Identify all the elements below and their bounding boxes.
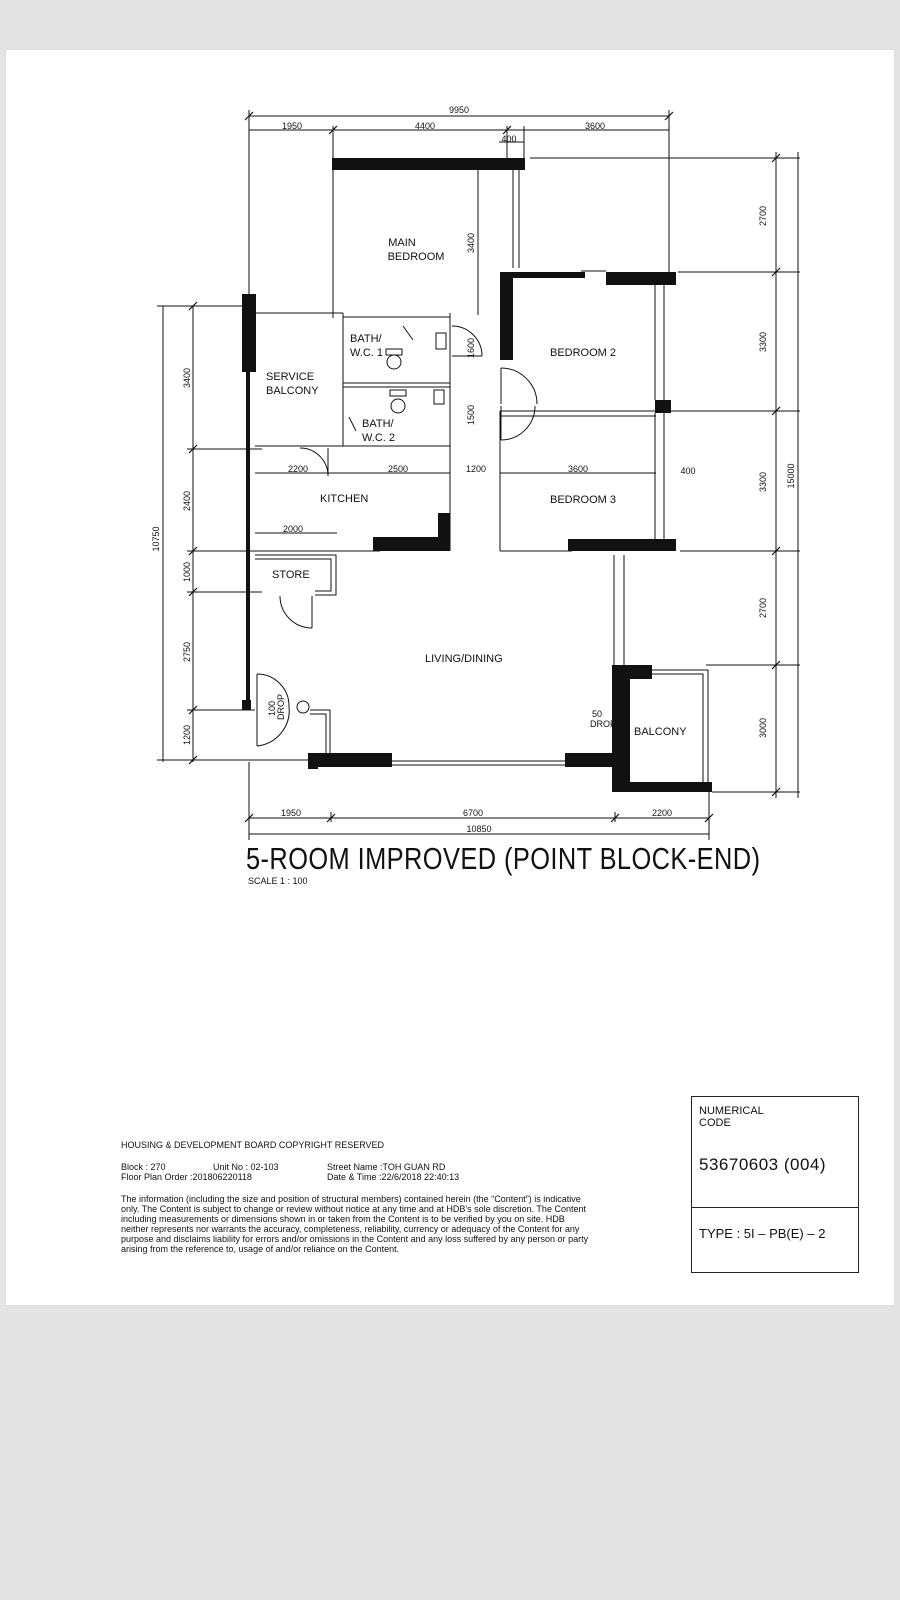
- dim-corridor: 1200: [465, 464, 487, 474]
- plan-scale: SCALE 1 : 100: [248, 876, 308, 886]
- room-bath1-label-2: W.C. 1: [350, 347, 384, 359]
- dim-main-bed-depth: 3400: [466, 232, 476, 254]
- numerical-code-label: NUMERICAL CODE: [699, 1105, 764, 1129]
- dim-top-3: 3600: [584, 121, 606, 131]
- dim-left-1: 3400: [182, 367, 192, 389]
- dim-kitchen-b: 2500: [387, 464, 409, 474]
- dim-bottom-1: 1950: [280, 808, 302, 818]
- drop-left-label-2: DROP: [276, 693, 286, 720]
- numerical-code-box: [691, 1096, 859, 1273]
- room-bedroom3-label: BEDROOM 3: [550, 494, 617, 506]
- info-row-2: [121, 1172, 591, 1182]
- room-service-balcony-label-1: SERVICE: [266, 371, 315, 383]
- plan-title: 5-ROOM IMPROVED (POINT BLOCK-END): [246, 841, 761, 876]
- dim-right-3: 3300: [758, 471, 768, 493]
- room-main-bedroom-label-2: BEDROOM: [387, 251, 445, 263]
- street-name: Street Name :TOH GUAN RD: [327, 1162, 446, 1172]
- room-bath2-label-1: BATH/: [362, 418, 394, 430]
- disclaimer-text: The information (including the size and position of structural members) contained herein (the “Content”) is indicative only. The Content is subject to change or review without notice at any time and at HDB's sole discretion. The Content including measurements or dimensions shown in or taken from the Content is to be verified by you on site. HDB neither represents nor warrants the accuracy, completeness, reliability, currency or adequacy of the Content for any purpose and disclaims liability for errors and/or omissions in the Content and any loss suffered by any person or party arising from the reference to, usage of and/or reliance on the Content.: [121, 1194, 589, 1254]
- dim-right-2: 3300: [758, 331, 768, 353]
- room-main-bedroom-label-1: MAIN: [388, 237, 416, 249]
- dim-right-4: 2700: [758, 597, 768, 619]
- room-kitchen-label: KITCHEN: [320, 493, 369, 505]
- dim-left-5: 1200: [182, 724, 192, 746]
- room-living-dining-label: LIVING/DINING: [425, 653, 503, 665]
- dim-right-1: 2700: [758, 205, 768, 227]
- unit-number: Unit No : 02-103: [213, 1162, 279, 1172]
- dim-bottom-total: 10850: [466, 824, 492, 834]
- dim-bath2-height: 1500: [466, 404, 476, 426]
- dim-bottom-3: 2200: [651, 808, 673, 818]
- copyright-line: HOUSING & DEVELOPMENT BOARD COPYRIGHT RESERVED: [121, 1140, 385, 1150]
- room-bath1-label-1: BATH/: [350, 333, 382, 345]
- dim-bedroom3-side: 400: [680, 466, 696, 476]
- footer-info: [121, 1140, 591, 1254]
- dim-top-1: 1950: [281, 121, 303, 131]
- drop-right-label-1: 50: [592, 709, 603, 719]
- room-store-label: STORE: [272, 569, 310, 581]
- room-service-balcony-label-2: BALCONY: [266, 385, 319, 397]
- block-number: Block : 270: [121, 1162, 166, 1172]
- dim-kitchen-a: 2200: [287, 464, 309, 474]
- dim-bath1-height: 1600: [466, 337, 476, 359]
- room-bath2-label-2: W.C. 2: [362, 432, 396, 444]
- dim-left-3: 1000: [182, 561, 192, 583]
- dim-bedroom3-width: 3600: [567, 464, 589, 474]
- dim-top-total: 9950: [448, 105, 470, 115]
- dim-left-4: 2750: [182, 641, 192, 663]
- info-row-1: [121, 1162, 591, 1172]
- dim-right-5: 3000: [758, 717, 768, 739]
- dim-right-total: 15000: [786, 463, 796, 489]
- floor-plan-order: Floor Plan Order :201806220118: [121, 1172, 252, 1182]
- numerical-code-value: 53670603 (004): [699, 1155, 827, 1174]
- dim-top-2: 4400: [414, 121, 436, 131]
- type-code: TYPE : 5I – PB(E) – 2: [699, 1226, 826, 1241]
- room-balcony-label: BALCONY: [634, 726, 687, 738]
- dim-top-4: 400: [501, 134, 517, 144]
- drop-left-label-1: 100: [267, 700, 277, 716]
- room-bedroom2-label: BEDROOM 2: [550, 347, 617, 359]
- drop-right-label-2: DROP: [590, 719, 617, 729]
- code-box-divider: [692, 1207, 858, 1208]
- dim-left-total: 10750: [151, 526, 161, 552]
- dim-bottom-2: 6700: [462, 808, 484, 818]
- dim-store-width: 2000: [282, 524, 304, 534]
- dim-left-2: 2400: [182, 490, 192, 512]
- date-time: Date & Time :22/6/2018 22:40:13: [327, 1172, 460, 1182]
